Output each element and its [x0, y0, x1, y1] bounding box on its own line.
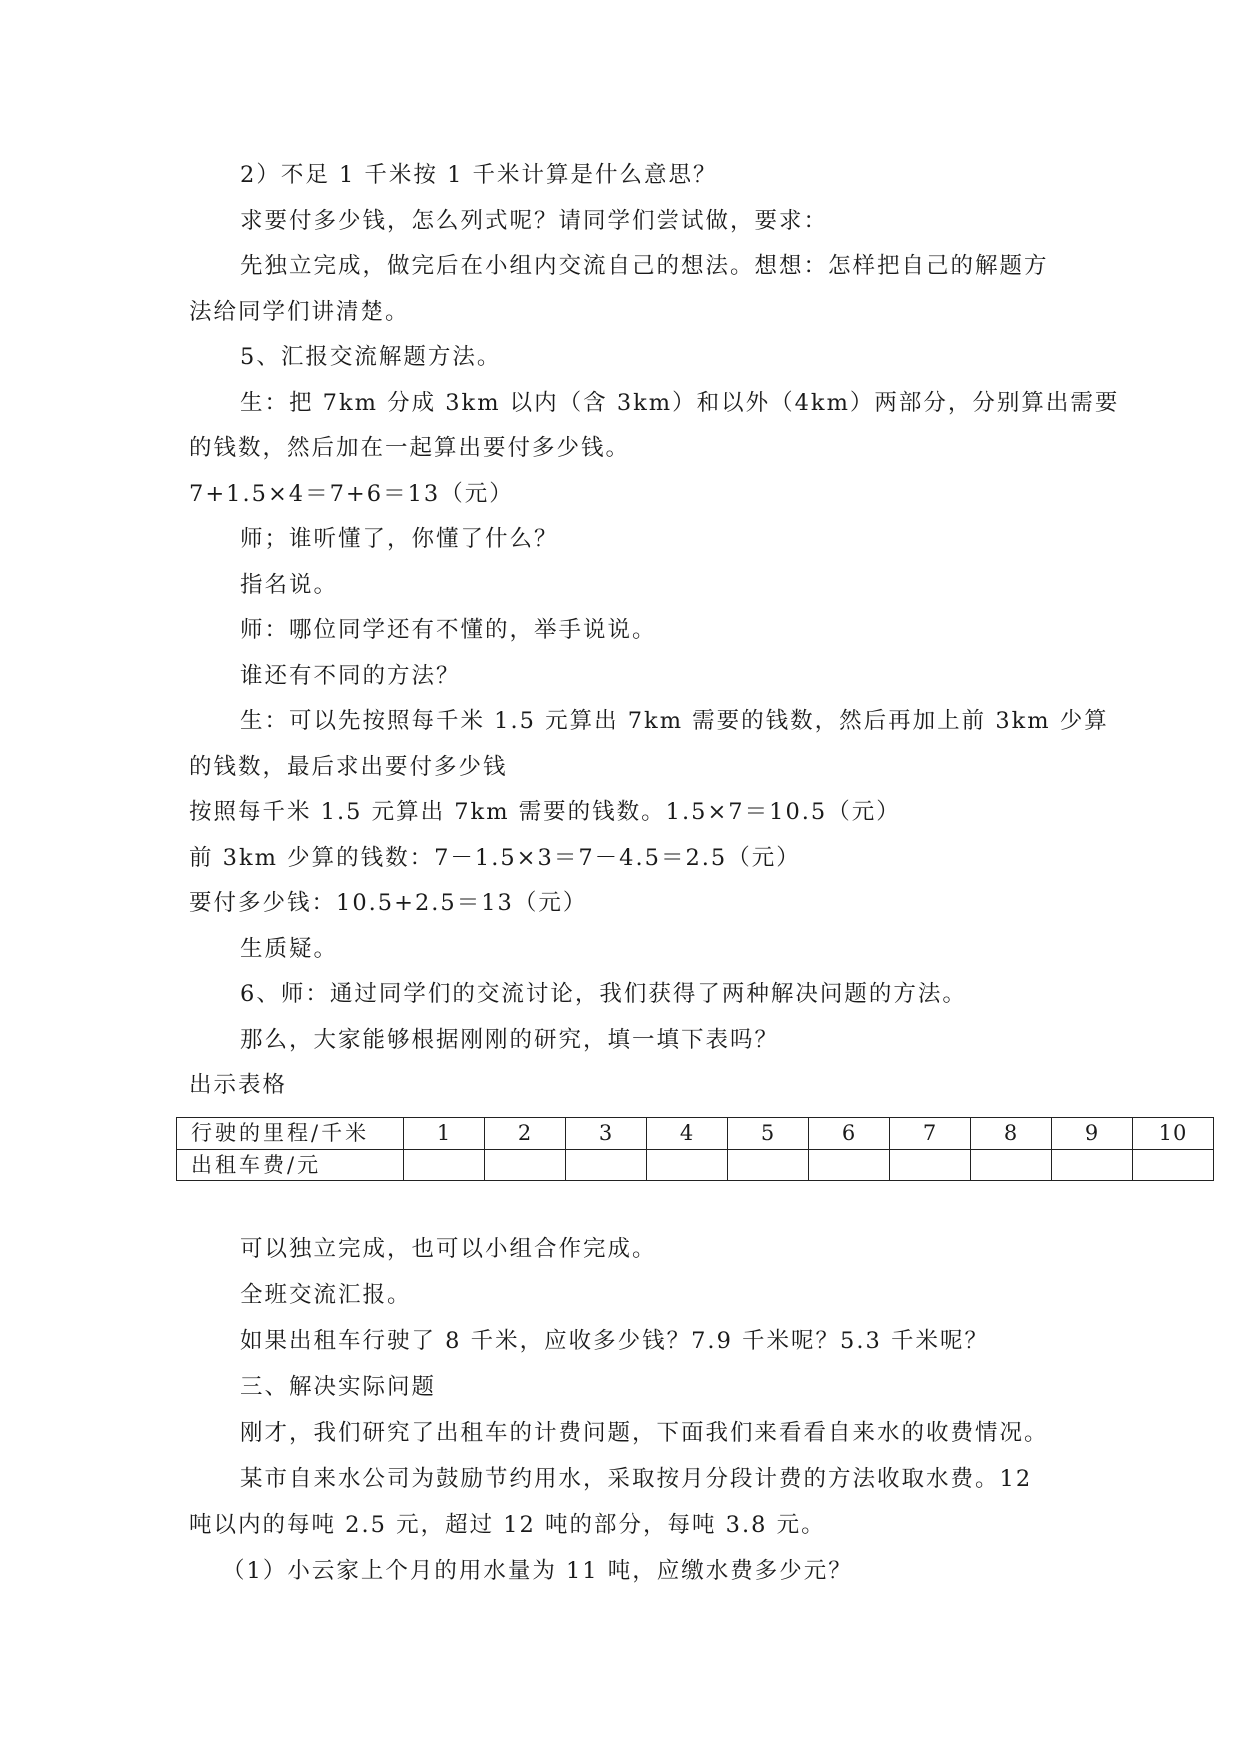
distance-cell: 1	[404, 1118, 485, 1150]
text-line: 按照每千米 1.5 元算出 7km 需要的钱数。1.5×7＝10.5（元）	[189, 799, 901, 825]
fare-cell	[404, 1149, 485, 1181]
text-line: 吨以内的每吨 2.5 元，超过 12 吨的部分，每吨 3.8 元。	[189, 1512, 826, 1538]
text-line: 生：可以先按照每千米 1.5 元算出 7km 需要的钱数，然后再加上前 3km 少算	[240, 708, 1109, 734]
text-line: 5、汇报交流解题方法。	[240, 344, 502, 370]
text-line: 2）不足 1 千米按 1 千米计算是什么意思？	[240, 162, 718, 188]
fare-cell	[1052, 1149, 1133, 1181]
distance-cell: 3	[566, 1118, 647, 1150]
fare-cell	[566, 1149, 647, 1181]
text-line: 的钱数，最后求出要付多少钱	[189, 753, 508, 780]
fare-cell	[647, 1149, 728, 1181]
fare-cell	[809, 1149, 890, 1181]
fare-cell	[971, 1149, 1052, 1181]
text-line: 6、师：通过同学们的交流讨论，我们获得了两种解决问题的方法。	[240, 981, 967, 1007]
text-line: 法给同学们讲清楚。	[189, 298, 410, 325]
fare-cell	[890, 1149, 971, 1181]
text-line: 三、解决实际问题	[240, 1374, 437, 1400]
fare-row	[177, 1149, 1214, 1181]
fare-cell	[728, 1149, 809, 1181]
text-line: 那么，大家能够根据刚刚的研究，填一填下表吗？	[240, 1026, 780, 1053]
text-line: （1）小云家上个月的用水量为 11 吨，应缴水费多少元？	[222, 1558, 853, 1584]
distance-cell: 10	[1133, 1118, 1214, 1150]
distance-cell: 8	[971, 1118, 1052, 1150]
distance-row	[177, 1118, 1214, 1150]
fare-cell	[485, 1149, 566, 1181]
text-line: 指名说。	[240, 571, 339, 598]
text-line: 求要付多少钱，怎么列式呢？请同学们尝试做，要求：	[240, 207, 829, 234]
distance-cell: 2	[485, 1118, 566, 1150]
text-line: 刚才，我们研究了出租车的计费问题，下面我们来看看自来水的收费情况。	[240, 1420, 1049, 1446]
distance-cell: 7	[890, 1118, 971, 1150]
text-line: 要付多少钱：10.5+2.5＝13（元）	[189, 890, 588, 916]
distance-cell: 4	[647, 1118, 728, 1150]
text-line: 全班交流汇报。	[240, 1282, 412, 1308]
fare-label: 出租车费/元	[177, 1149, 404, 1181]
distance-cell: 5	[728, 1118, 809, 1150]
text-line: 生：把 7km 分成 3km 以内（含 3km）和以外（4km）两部分，分别算出需要	[240, 389, 1120, 416]
fare-table	[176, 1117, 1214, 1181]
text-line: 出示表格	[189, 1072, 288, 1098]
text-line: 先独立完成，做完后在小组内交流自己的想法。想想：怎样把自己的解题方	[240, 253, 1049, 279]
distance-label: 行驶的里程/千米	[177, 1118, 404, 1150]
text-line: 前 3km 少算的钱数：7－1.5×3＝7－4.5＝2.5（元）	[189, 844, 801, 871]
text-line: 某市自来水公司为鼓励节约用水，采取按月分段计费的方法收取水费。12	[240, 1466, 1033, 1492]
text-line: 谁还有不同的方法？	[240, 662, 461, 689]
text-line: 师；谁听懂了，你懂了什么？	[240, 526, 559, 552]
text-line: 如果出租车行驶了 8 千米，应收多少钱？7.9 千米呢？5.3 千米呢？	[240, 1328, 989, 1354]
text-line: 7+1.5×4＝7+6＝13（元）	[189, 480, 514, 507]
text-line: 生质疑。	[240, 935, 339, 962]
text-line: 可以独立完成，也可以小组合作完成。	[240, 1236, 657, 1262]
distance-cell: 6	[809, 1118, 890, 1150]
text-line: 师：哪位同学还有不懂的，举手说说。	[240, 617, 657, 643]
fare-cell	[1133, 1149, 1214, 1181]
distance-cell: 9	[1052, 1118, 1133, 1150]
text-line: 的钱数，然后加在一起算出要付多少钱。	[189, 435, 631, 461]
